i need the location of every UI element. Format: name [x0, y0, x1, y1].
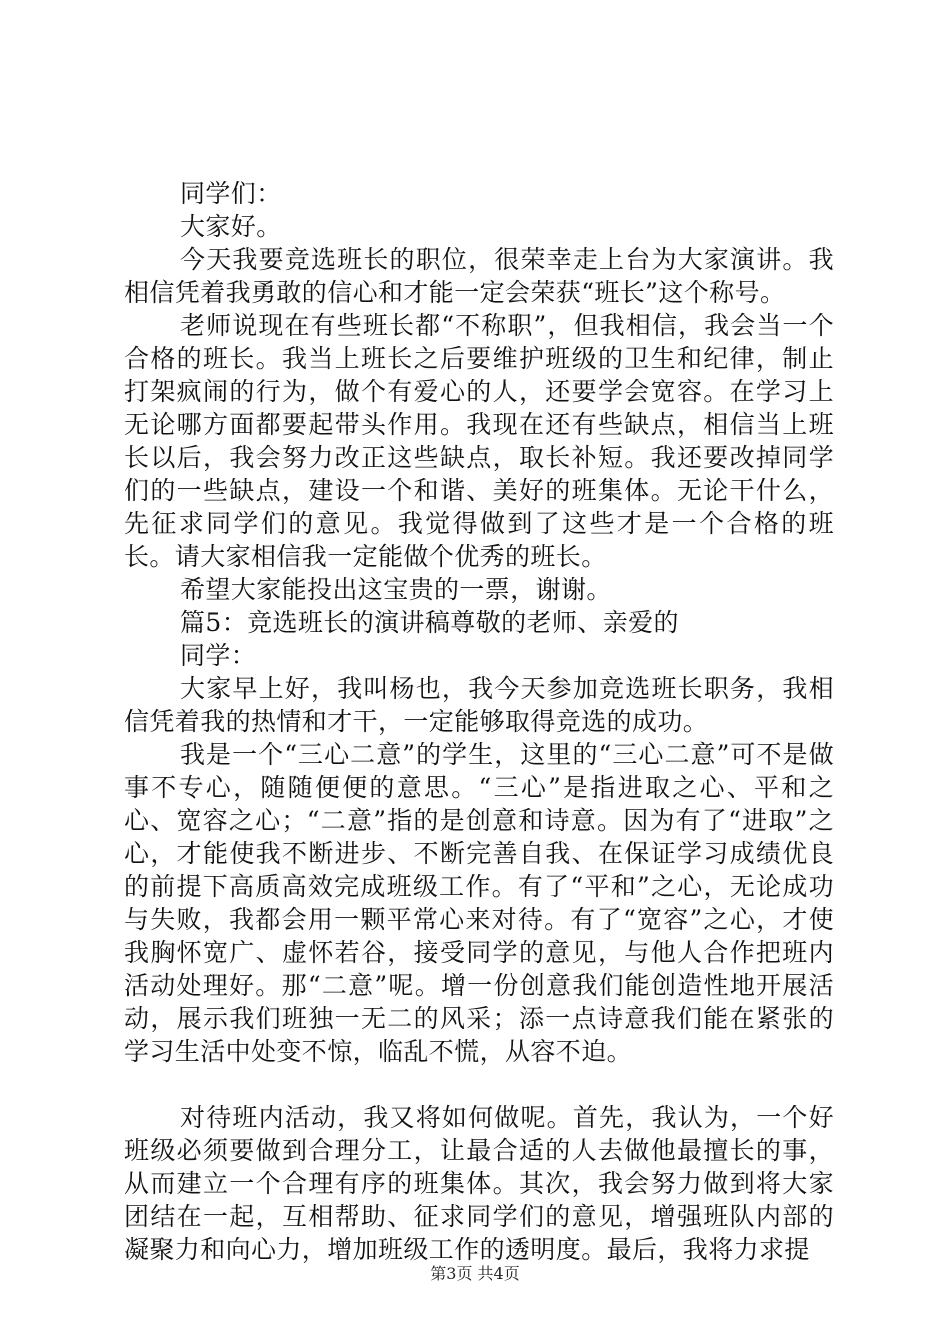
body-paragraph: 今天我要竞选班长的职位，很荣幸走上台为大家演讲。我相信凭着我勇敢的信心和才能一定会荣获“班长”这个称号。 — [124, 245, 834, 307]
salutation-paragraph: 同学： — [180, 641, 257, 670]
body-paragraph: 大家早上好，我叫杨也，我今天参加竞选班长职务，我相信凭着我的热情和才干，一定能够取得竞选的成功。 — [124, 674, 834, 736]
page-number-footer: 第3页 共4页 — [430, 1264, 520, 1283]
closing-paragraph: 希望大家能投出这宝贵的一票，谢谢。 — [180, 575, 612, 604]
body-paragraph: 老师说现在有些班长都“不称职”，但我相信，我会当一个合格的班长。我当上班长之后要维护班级的卫生和纪律，制止打架疯闹的行为，做个有爱心的人，还要学会宽容。在学习上无论哪方面都要起带头作用。我现在还有些缺点，相信当上班长以后，我会努力改正这些缺点，取长补短。我还要改掉同学们的一些缺点，建设一个和谐、美好的班集体。无论干什么，先征求同学们的意见。我觉得做到了这些才是一个合格的班长。请大家相信我一定能做个优秀的班长。 — [124, 311, 834, 571]
paragraph-gap — [124, 1068, 834, 1101]
document-body — [124, 177, 834, 1266]
greeting-paragraph: 大家好。 — [180, 212, 282, 241]
body-paragraph: 对待班内活动，我又将如何做呢。首先，我认为，一个好班级必须要做到合理分工，让最合适的人去做他最擅长的事，从而建立一个合理有序的班集体。其次，我会努力做到将大家团结在一起，互相帮助、征求同学们的意见，增强班队内部的凝聚力和向心力，增加班级工作的透明度。最后，我将力求提 — [124, 1103, 834, 1264]
body-paragraph: 我是一个“三心二意”的学生，这里的“三心二意”可不是做事不专心，随随便便的意思。“三心”是指进取之心、平和之心、宽容之心；“二意”指的是创意和诗意。因为有了“进取”之心，才能使我不断进步、不断完善自我、在保证学习成绩优良的前提下高质高效完成班级工作。有了“平和”之心，无论成功与失败，我都会用一颗平常心来对待。有了“宽容”之心，才使我胸怀宽广、虚怀若谷，接受同学的意见，与他人合作把班内活动处理好。那“二意”呢。增一份创意我们能创造性地开展活动，展示我们班独一无二的风采；添一点诗意我们能在紧张的学习生活中处变不惊，临乱不慌，从容不迫。 — [124, 740, 834, 1066]
section-heading: 篇5：竞选班长的演讲稿尊敬的老师、亲爱的 — [180, 608, 679, 637]
salutation-paragraph: 同学们： — [180, 179, 282, 208]
